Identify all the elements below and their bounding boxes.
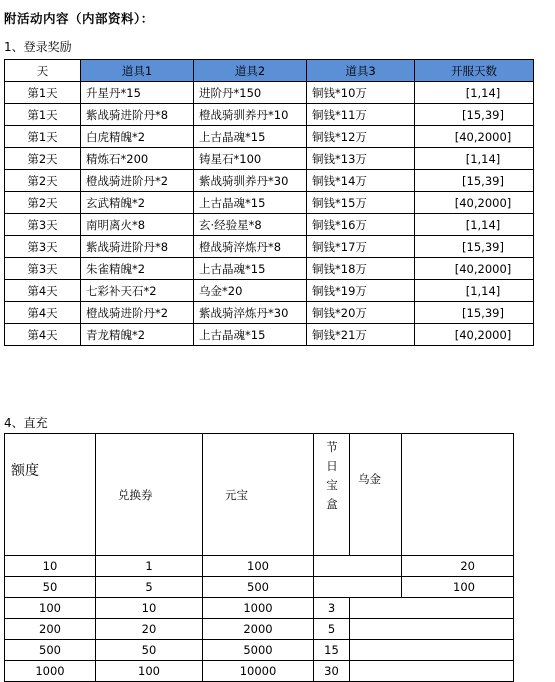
server-days-cell: [15,39] [415,170,534,192]
table-row [5,214,534,236]
item2-cell: 上古晶魂*15 [194,192,307,214]
yuanbao-cell: 500 [203,577,314,598]
login-reward-table [4,59,534,346]
header-blank [402,434,514,556]
table-row [5,577,514,598]
holiday-box-cell [314,577,402,598]
item3-cell: 铜钱*13万 [307,148,415,170]
item2-cell: 铸星石*100 [194,148,307,170]
voucher-cell: 100 [96,661,203,682]
table-row [5,82,534,104]
day-cell: 第4天 [5,324,81,346]
holiday-box-cell: 30 [314,661,350,682]
quota-cell: 200 [5,619,96,640]
item1-cell: 升星丹*15 [81,82,194,104]
header-item1: 道具1 [81,60,194,82]
item2-cell: 上古晶魂*15 [194,324,307,346]
table-header-row [5,60,534,82]
server-days-cell: [1,14] [415,214,534,236]
quota-cell: 50 [5,577,96,598]
header-item2: 道具2 [194,60,307,82]
table-row [5,170,534,192]
day-cell: 第3天 [5,214,81,236]
header-item3: 道具3 [307,60,415,82]
table-row [5,619,514,640]
item3-cell: 铜钱*21万 [307,324,415,346]
item3-cell: 铜钱*17万 [307,236,415,258]
table-row [5,302,534,324]
item3-cell: 铜钱*12万 [307,126,415,148]
server-days-cell: [1,14] [415,280,534,302]
extra-cell: 20 [402,556,514,577]
item1-cell: 青龙精魄*2 [81,324,194,346]
day-cell: 第1天 [5,104,81,126]
item3-cell: 铜钱*18万 [307,258,415,280]
yuanbao-cell: 2000 [203,619,314,640]
item2-cell: 紫战骑驯养丹*30 [194,170,307,192]
item2-cell: 乌金*20 [194,280,307,302]
header-holiday-box: 节日宝盒 [314,434,350,556]
day-cell: 第2天 [5,170,81,192]
item2-cell: 紫战骑淬炼丹*30 [194,302,307,324]
day-cell: 第2天 [5,148,81,170]
quota-cell: 1000 [5,661,96,682]
item2-cell: 上古晶魂*15 [194,258,307,280]
header-wujin: 乌金 [350,434,402,556]
item3-cell: 铜钱*11万 [307,104,415,126]
item2-cell: 玄·经验星*8 [194,214,307,236]
wujin-cell [350,598,514,619]
table-row [5,280,534,302]
server-days-cell: [40,2000] [415,126,534,148]
item2-cell: 进阶丹*150 [194,82,307,104]
server-days-cell: [40,2000] [415,324,534,346]
table-row [5,556,514,577]
voucher-cell: 5 [96,577,203,598]
item1-cell: 橙战骑进阶丹*2 [81,302,194,324]
item3-cell: 铜钱*19万 [307,280,415,302]
item3-cell: 铜钱*20万 [307,302,415,324]
day-cell: 第1天 [5,82,81,104]
holiday-box-cell: 3 [314,598,350,619]
item1-cell: 朱雀精魄*2 [81,258,194,280]
table-row [5,192,534,214]
voucher-cell: 50 [96,640,203,661]
page-title: 附活动内容（内部资料）： [4,11,154,26]
voucher-cell: 10 [96,598,203,619]
item3-cell: 铜钱*16万 [307,214,415,236]
table-row [5,126,534,148]
yuanbao-cell: 1000 [203,598,314,619]
voucher-cell: 20 [96,619,203,640]
voucher-cell: 1 [96,556,203,577]
item1-cell: 精炼石*200 [81,148,194,170]
item1-cell: 南明离火*8 [81,214,194,236]
table-row [5,148,534,170]
yuanbao-cell: 100 [203,556,314,577]
item1-cell: 玄武精魄*2 [81,192,194,214]
day-cell: 第2天 [5,192,81,214]
item1-cell: 七彩补天石*2 [81,280,194,302]
table-row [5,324,534,346]
recharge-heading: 4、直充 [4,416,48,430]
holiday-box-cell [314,556,402,577]
day-cell: 第3天 [5,236,81,258]
table-row [5,258,534,280]
server-days-cell: [15,39] [415,236,534,258]
table-row [5,661,514,682]
yuanbao-cell: 10000 [203,661,314,682]
header-server-days: 开服天数 [415,60,534,82]
wujin-cell [350,640,514,661]
header-yuanbao: 元宝 [203,434,314,556]
item3-cell: 铜钱*14万 [307,170,415,192]
extra-cell: 100 [402,577,514,598]
holiday-box-cell: 15 [314,640,350,661]
item1-cell: 紫战骑进阶丹*8 [81,104,194,126]
wujin-cell [350,661,514,682]
day-cell: 第3天 [5,258,81,280]
header-voucher: 兑换券 [96,434,203,556]
holiday-box-cell: 5 [314,619,350,640]
server-days-cell: [40,2000] [415,258,534,280]
quota-cell: 500 [5,640,96,661]
header-quota: 额度 [5,434,96,556]
header-day: 天 [5,60,81,82]
yuanbao-cell: 5000 [203,640,314,661]
table-row [5,640,514,661]
wujin-cell [350,619,514,640]
item1-cell: 紫战骑进阶丹*8 [81,236,194,258]
item1-cell: 橙战骑进阶丹*2 [81,170,194,192]
item3-cell: 铜钱*15万 [307,192,415,214]
server-days-cell: [40,2000] [415,192,534,214]
item1-cell: 白虎精魄*2 [81,126,194,148]
quota-cell: 10 [5,556,96,577]
item2-cell: 橙战骑淬炼丹*8 [194,236,307,258]
day-cell: 第4天 [5,280,81,302]
item2-cell: 橙战骑驯养丹*10 [194,104,307,126]
table-row [5,598,514,619]
table-row [5,236,534,258]
table-row [5,104,534,126]
quota-cell: 100 [5,598,96,619]
item2-cell: 上古晶魂*15 [194,126,307,148]
server-days-cell: [1,14] [415,148,534,170]
recharge-table [4,433,514,682]
server-days-cell: [15,39] [415,302,534,324]
day-cell: 第4天 [5,302,81,324]
login-reward-heading: 1、登录奖励 [4,40,72,54]
item3-cell: 铜钱*10万 [307,82,415,104]
server-days-cell: [15,39] [415,104,534,126]
day-cell: 第1天 [5,126,81,148]
server-days-cell: [1,14] [415,82,534,104]
table-header-row [5,434,514,556]
